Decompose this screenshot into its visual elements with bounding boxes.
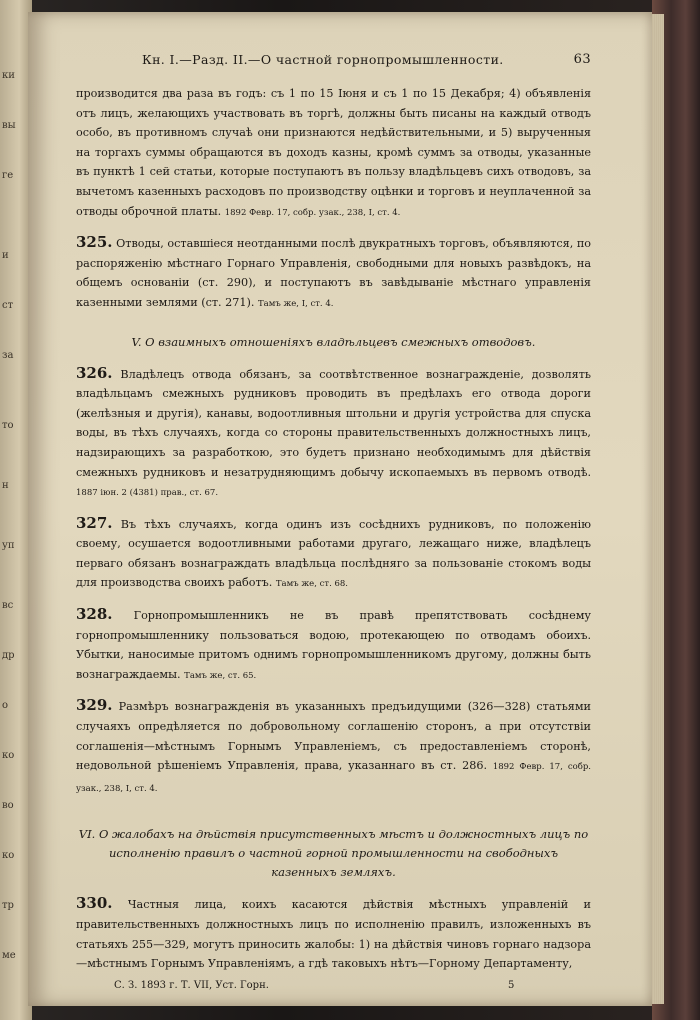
article-text: Владѣлецъ отвода обязанъ, за соотвѣтственное вознагражденіе, дозволять владѣльцамъ смежныхъ рудниковъ проводить въ предѣлахъ его отвода дороги (желѣзныя и другія), канавы, водоотливныя штольни и другія устройства для спуска воды, въ тѣхъ случаяхъ, когда со стороны правительственныхъ должностныхъ лицъ, надзирающихъ за разработкою, это будетъ признано необходимымъ для дѣйствія смежныхъ рудниковъ и незатрудняющимъ добычу ископаемыхъ въ первомъ отводѣ.: [76, 367, 591, 479]
left-page-fragment: о: [2, 700, 9, 711]
article-text: Частныя лица, коихъ касаются дѣйствія мѣстныхъ управленій и правительственныхъ должностныхъ лицъ по исполненію правилъ, изложенныхъ въ статьяхъ 255—329, могутъ приносить жалобы: 1) на дѣйствія чиновъ горнаго надзора—мѣстнымъ Горнымъ Управленіямъ, а гдѣ таковыхъ нѣтъ—Горному Департаменту,: [76, 898, 592, 971]
section-heading: V. О взаимныхъ отношеніяхъ владѣльцевъ смежныхъ отводовъ.: [131, 334, 536, 349]
articles-group: [76, 233, 591, 314]
left-page-fragment: ко: [2, 750, 15, 761]
article-text: Въ тѣхъ случаяхъ, когда одинъ изъ сосѣднихъ рудниковъ, по положенію своему, осушается водоотливными работами другаго, лежащаго ниже, владѣлецъ перваго обязанъ вознаграждать владѣльца послѣдняго за пользованіе стокомъ воды для производства своихъ работъ.: [76, 517, 591, 590]
running-head: Кн. I.—Разд. II.—О частной горнопромышленности.: [142, 52, 504, 67]
articles-group: [76, 364, 591, 800]
left-page-fragment: вы: [2, 120, 16, 131]
left-page-fragment: то: [2, 420, 14, 431]
article: [76, 514, 591, 595]
left-page-fragment: вс: [2, 600, 14, 611]
legal-reference: 1892 Февр. 17, собр. узак., 238, I, ст. 4.: [224, 207, 401, 218]
article-number: 327.: [76, 513, 113, 532]
page-header: [76, 52, 591, 74]
page-footer: [76, 980, 591, 998]
legal-reference: Тамъ же, ст. 65.: [184, 670, 257, 681]
article: [76, 364, 591, 504]
legal-reference: Тамъ же, I, ст. 4.: [258, 298, 334, 309]
left-page-fragment: ме: [2, 950, 16, 961]
left-page-fragment: ко: [2, 850, 15, 861]
page-number: 63: [573, 52, 591, 67]
article: [76, 605, 591, 686]
left-page-fragment: уп: [2, 540, 15, 551]
left-page-fragment: во: [2, 800, 14, 811]
legal-reference: 1887 іюн. 2 (4381) прав., ст. 67.: [76, 488, 219, 499]
left-page-fragment: др: [2, 650, 15, 661]
book-page: [28, 12, 652, 1006]
article-number: 326.: [76, 363, 113, 382]
legal-reference: 1892 Февр. 17, собр. узак., 238, I, ст. 4.: [76, 762, 591, 794]
article-number: 330.: [76, 894, 113, 913]
page-block-edge: [650, 14, 664, 1004]
article-number: 328.: [76, 605, 113, 624]
paragraph-text: производится два раза въ годъ: съ 1 по 15 Іюня и съ 1 по 15 Декабря; 4) объявленія отъ лицъ, желающихъ участвовать въ торгѣ, должны быть писаны на каждый отводъ особо, въ противномъ случаѣ они признаются недѣйствительными, и 5) вырученныя на торгахъ суммы обращаются въ доходъ казны, кромѣ суммъ за отводы, указанные въ пунктѣ 1 сей статьи, которые поступаютъ въ пользу владѣльцевъ сихъ отводовъ, за вычетомъ казенныхъ расходовъ по производству оцѣнки и торговъ и неуплаченной за отводы оброчной платы.: [76, 87, 591, 218]
left-page-fragment: ки: [2, 70, 15, 81]
left-page-fragment: ст: [2, 300, 14, 311]
left-page-fragment: за: [2, 350, 14, 361]
left-page-fragment: тр: [2, 900, 14, 911]
article-number: 325.: [76, 233, 113, 252]
left-page-fragment: ге: [2, 170, 14, 181]
printer-signature: С. З. 1893 г. Т. VII, Уст. Горн.: [114, 979, 269, 991]
article-text: Отводы, оставшіеся неотданными послѣ двукратныхъ торговъ, объявляются, по распоряженію мѣстнаго Горнаго Управленія, свободными для новыхъ развѣдокъ, на общемъ основаніи (ст. 290), и поступаютъ въ завѣдываніе мѣстнаго управленія казенными землями (ст. 271).: [76, 237, 592, 309]
left-page-fragment: н: [2, 480, 9, 491]
article-number: 329.: [76, 696, 113, 715]
article-text: Горнопромышленникъ не въ правѣ препятствовать сосѣднему горнопромышленнику пользоваться водою, протекающею по отводамъ обоихъ. Убытки, наносимые притомъ однимъ горнопромышленникомъ другому, должны быть вознаграждаемы.: [76, 609, 591, 681]
continued-paragraph: [76, 84, 591, 223]
signature-mark: 5: [508, 979, 515, 991]
article: [76, 894, 591, 973]
left-page-fragment: и: [2, 250, 9, 261]
page-content: [76, 52, 591, 998]
article: [76, 696, 591, 799]
article: [76, 233, 591, 314]
articles-group: [76, 894, 591, 973]
legal-reference: Тамъ же, ст. 68.: [275, 579, 348, 590]
section-heading: VI. О жалобахъ на дѣйствія присутственныхъ мѣстъ и должностныхъ лицъ по исполненію правилъ о частной горной промышленности на свободныхъ казенныхъ земляхъ.: [78, 827, 589, 880]
article-text: Размѣръ вознагражденія въ указанныхъ предъидущими (326—328) статьями случаяхъ опредѣляется по добровольному соглашенію сторонъ, а при отсутствіи соглашенія—мѣстнымъ Горнымъ Управленіемъ, съ предоставленіемъ сторонѣ, недовольной рѣшеніемъ Управленія, права, указаннаго въ ст. 286.: [76, 700, 592, 773]
